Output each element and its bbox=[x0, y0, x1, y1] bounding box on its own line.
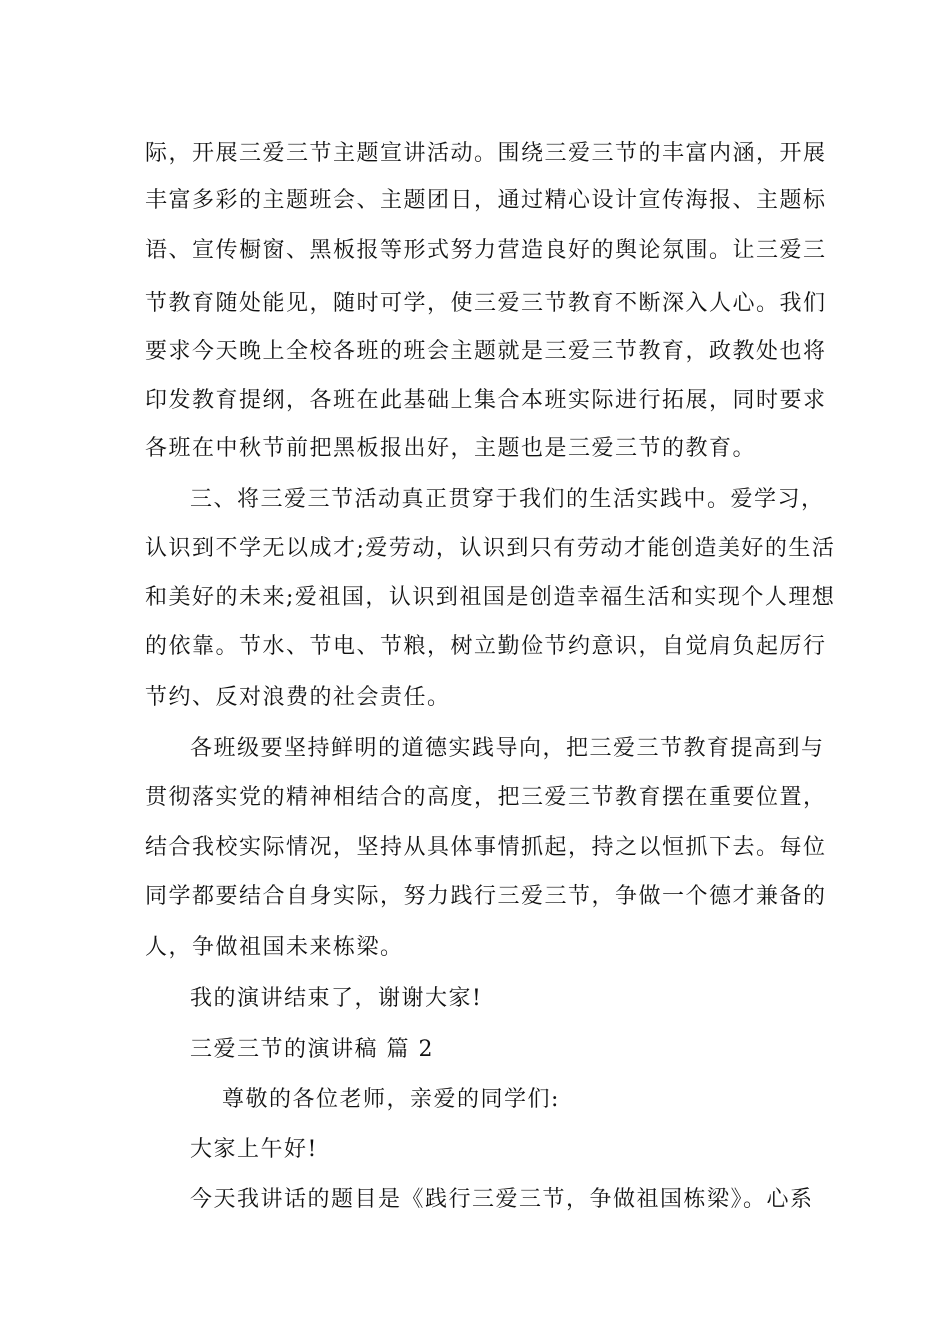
text-line-18: 我的演讲结束了，谢谢大家! bbox=[190, 986, 483, 1011]
text-line-8: 三、将三爱三节活动真正贯穿于我们的生活实践中。爱学习， bbox=[190, 487, 825, 512]
text-line-16: 同学都要结合自身实际，努力践行三爱三节，争做一个德才兼备的 bbox=[145, 884, 827, 909]
text-line-3: 语、宣传橱窗、黑板报等形式努力营造良好的舆论氛围。让三爱三 bbox=[145, 238, 827, 263]
text-line-5: 要求今天晚上全校各班的班会主题就是三爱三节教育，政教处也将 bbox=[145, 339, 827, 364]
text-line-22: 今天我讲话的题目是《践行三爱三节，争做祖国栋梁》。心系 bbox=[190, 1187, 814, 1212]
text-line-12: 节约、反对浪费的社会责任。 bbox=[145, 685, 451, 710]
text-line-10: 和美好的未来;爱祖国，认识到祖国是创造幸福生活和实现个人理想 bbox=[145, 585, 836, 610]
text-line-6: 印发教育提纲，各班在此基础上集合本班实际进行拓展，同时要求 bbox=[145, 388, 827, 413]
text-line-1: 际，开展三爱三节主题宣讲活动。围绕三爱三节的丰富内涵，开展 bbox=[145, 141, 827, 166]
section-heading: 三爱三节的演讲稿 篇 2 bbox=[190, 1037, 434, 1062]
text-line-17: 人，争做祖国未来栋梁。 bbox=[145, 935, 404, 960]
text-line-11: 的依靠。节水、节电、节粮，树立勤俭节约意识，自觉肩负起厉行 bbox=[145, 634, 827, 659]
text-line-7: 各班在中秋节前把黑板报出好，主题也是三爱三节的教育。 bbox=[145, 436, 757, 461]
text-line-9: 认识到不学无以成才;爱劳动，认识到只有劳动才能创造美好的生活 bbox=[145, 536, 836, 561]
greeting: 大家上午好! bbox=[190, 1137, 318, 1162]
salutation: 尊敬的各位老师，亲爱的同学们: bbox=[222, 1087, 560, 1112]
text-line-13: 各班级要坚持鲜明的道德实践导向，把三爱三节教育提高到与 bbox=[190, 736, 825, 761]
text-line-14: 贯彻落实党的精神相结合的高度，把三爱三节教育摆在重要位置， bbox=[145, 785, 827, 810]
text-line-2: 丰富多彩的主题班会、主题团日，通过精心设计宣传海报、主题标 bbox=[145, 188, 827, 213]
text-line-4: 节教育随处能见，随时可学，使三爱三节教育不断深入人心。我们 bbox=[145, 291, 827, 316]
text-line-15: 结合我校实际情况，坚持从具体事情抓起，持之以恒抓下去。每位 bbox=[145, 835, 827, 860]
